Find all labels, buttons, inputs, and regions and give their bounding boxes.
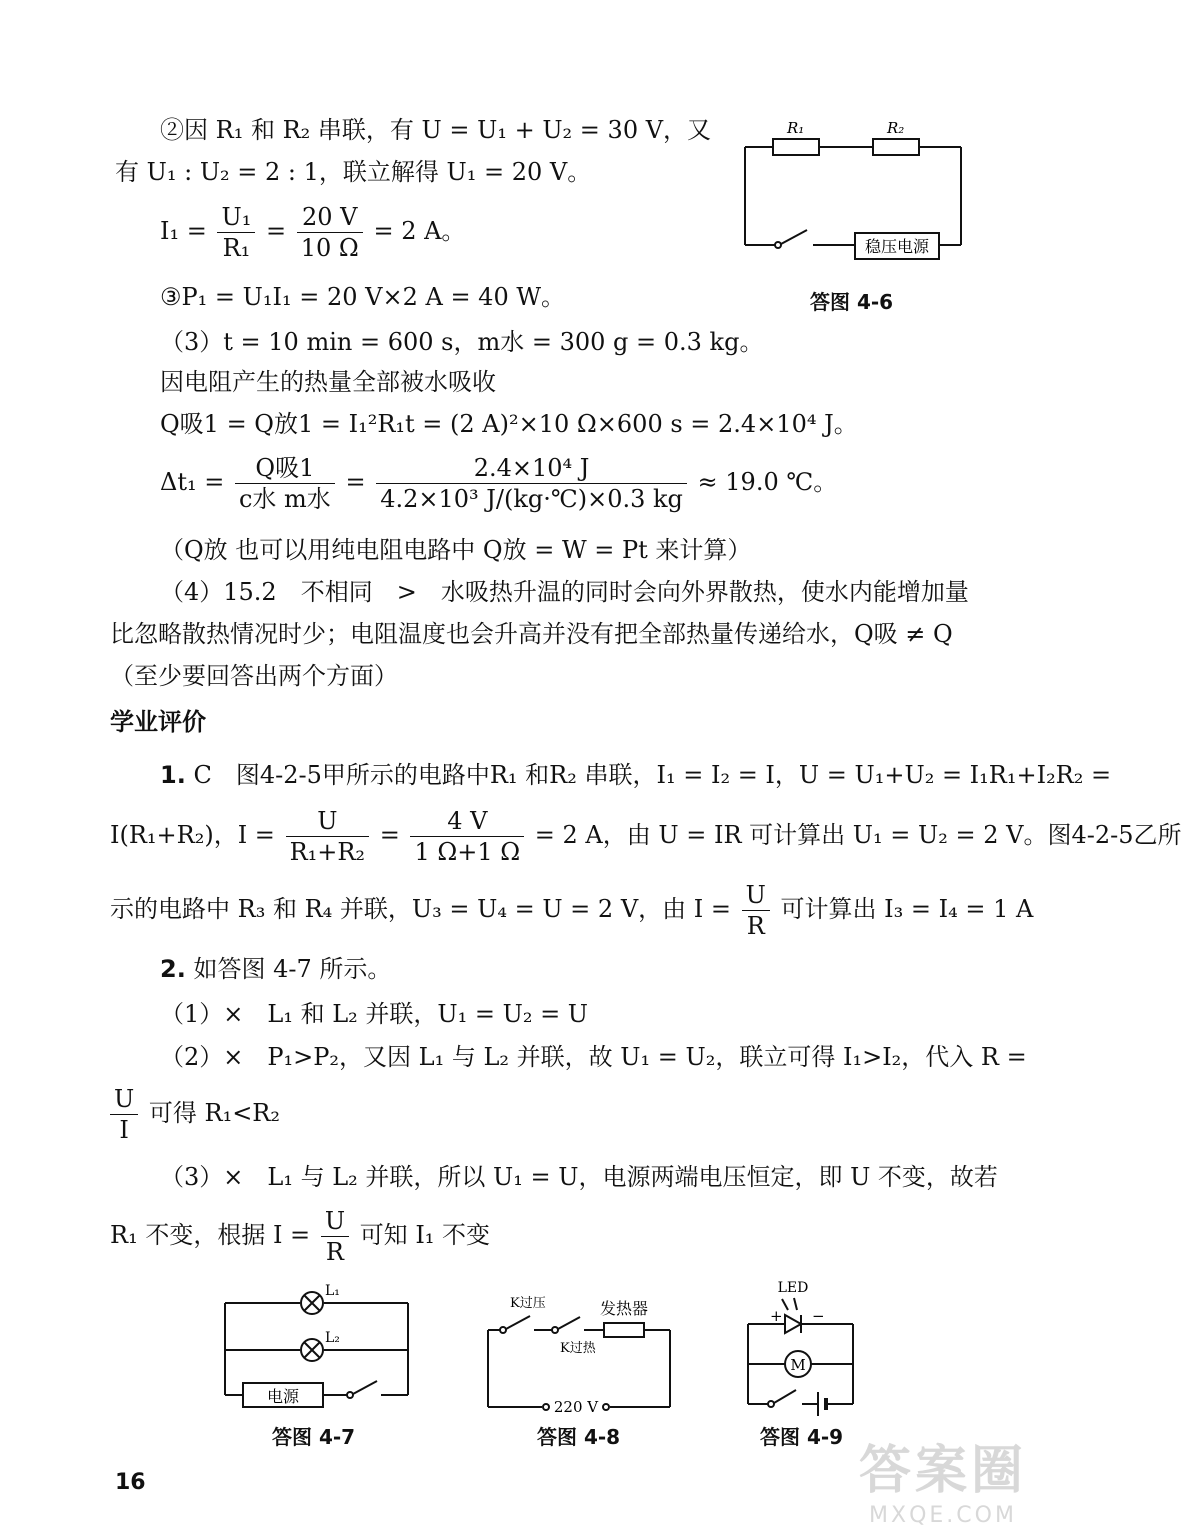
text-line: （Q放 也可以用纯电阻电路中 Q放 = W = Pt 来计算） — [160, 536, 752, 564]
section-heading: 学业评价 — [110, 708, 206, 736]
formula-q2-2: $\frac{U}{I}$ 可得 R₁<R₂ — [110, 1084, 280, 1145]
label-k1: K过压 — [510, 1296, 546, 1311]
text-line: 比忽略散热情况时少；电阻温度也会升高并没有把全部热量传递给水，Q吸 ≠ Q — [110, 620, 953, 648]
fraction: $\frac{\text{Q吸1}}{\text{c水 m水}}$ — [235, 453, 335, 514]
label-l1: L₁ — [325, 1283, 340, 1299]
text-line: 因电阻产生的热量全部被水吸收 — [160, 368, 496, 396]
fraction: $\frac{20 V}{10 \Omega}$ — [297, 202, 363, 263]
text-line: （1）× L₁ 和 L₂ 并联，U₁ = U₂ = U — [160, 1000, 589, 1028]
text-line: （4）15.2 不相同 > 水吸热升温的同时会向外界散热，使水内能增加量 — [160, 578, 969, 606]
formula-q1c: 示的电路中 R₃ 和 R₄ 并联，U₃ = U₄ = U = 2 V，由 I = $\frac{U}{R}$ 可计算出 I₃ = I₄ = 1 A — [110, 881, 1034, 940]
formula-q2-3: R₁ 不变，根据 I = $\frac{U}{R}$ 可知 I₁ 不变 — [110, 1207, 491, 1266]
text-line: Q吸1 = Q放1 = I₁²R₁t = (2 A)²×10 Ω×600 s = 2.4×10⁴ J。 — [160, 410, 858, 438]
figure-caption: 答图 4-8 — [537, 1425, 621, 1449]
label-r1: R₁ — [787, 119, 805, 137]
text-line: ③P₁ = U₁I₁ = 20 V×2 A = 40 W。 — [160, 283, 566, 311]
formula-dt: Δt₁ = $\frac{\text{Q吸1}}{\text{c水 m水}}$ = $\frac{\text{2.4×10⁴ J}}{\text{4.2×10³ J/(kg·℃)×0.3 kg}}$ ≈ 19.0 ℃。 — [160, 454, 838, 513]
fraction: $\frac{U}{\text{R₁+R₂}}$ — [286, 806, 370, 867]
text-line: （3）× L₁ 与 L₂ 并联，所以 U₁ = U，电源两端电压恒定，即 U 不变，故若 — [160, 1163, 998, 1191]
watermark: 答案圈 MXQE.COM — [858, 1441, 1027, 1528]
label-voltage: 220 V — [553, 1398, 599, 1416]
label-source: 稳压电源 — [864, 237, 930, 256]
text-line: （2）× P₁>P₂，又因 L₁ 与 L₂ 并联，故 U₁ = U₂，联立可得 I₁>I₂，代入 R = — [160, 1043, 1027, 1071]
fraction: $\frac{U}{R}$ — [742, 880, 770, 941]
label-source: 电源 — [266, 1387, 300, 1406]
label-k2: K过热 — [560, 1341, 596, 1356]
question-2-line: 2. 如答图 4-7 所示。 — [160, 955, 392, 983]
question-number: 2. — [160, 955, 186, 983]
text-line: ②因 R₁ 和 R₂ 串联，有 U = U₁ + U₂ = 30 V，又 — [160, 116, 712, 144]
label-motor: M — [790, 1356, 806, 1374]
circuit-diagram-4-9 — [740, 1277, 865, 1417]
text-line: 有 U₁ : U₂ = 2 : 1，联立解得 U₁ = 20 V。 — [115, 158, 592, 186]
label-l2: L₂ — [325, 1330, 340, 1346]
question-number: 1. — [160, 761, 186, 789]
label-led: LED — [777, 1280, 809, 1296]
figure-caption: 答图 4-6 — [810, 290, 894, 314]
circuit-diagram-4-6 — [735, 110, 975, 270]
fraction: $\frac{\text{2.4×10⁴ J}}{\text{4.2×10³ J/(kg·℃)×0.3 kg}}$ — [376, 453, 687, 514]
page-number: 16 — [115, 1470, 146, 1495]
figure-caption: 答图 4-7 — [272, 1425, 356, 1449]
formula-i1: I₁ = $\frac{\text{U₁}}{\text{R₁}}$ = $\frac{20 V}{10 \Omega}$ = 2 A。 — [160, 203, 466, 262]
circuit-diagram-4-7 — [215, 1285, 420, 1415]
text-line: （3）t = 10 min = 600 s，m水 = 300 g = 0.3 kg。 — [160, 328, 764, 356]
fraction: $\frac{U}{I}$ — [110, 1084, 138, 1145]
question-1-line: 1. C 图4-2-5甲所示的电路中R₁ 和R₂ 串联，I₁ = I₂ = I，U = U₁+U₂ = I₁R₁+I₂R₂ = — [160, 761, 1112, 789]
label-plus: + — [770, 1307, 783, 1325]
text-line: （至少要回答出两个方面） — [110, 662, 398, 690]
fraction: $\frac{\text{U₁}}{\text{R₁}}$ — [217, 202, 255, 263]
circuit-diagram-4-8 — [480, 1290, 680, 1420]
label-minus: − — [812, 1307, 825, 1325]
label-heater: 发热器 — [600, 1299, 649, 1318]
label-r2: R₂ — [887, 119, 905, 137]
formula-q1: I(R₁+R₂)，I = $\frac{U}{\text{R₁+R₂}}$ = $\frac{4 V}{1 \Omega+1 \Omega}$ = 2 A，由 U = IR 可计算出 U₁ = U₂ = 2 V。图4-2-5乙所 — [110, 807, 1181, 866]
fraction: $\frac{4 V}{1 \Omega+1 \Omega}$ — [410, 806, 524, 867]
figure-caption: 答图 4-9 — [760, 1425, 844, 1449]
fraction: $\frac{U}{R}$ — [321, 1206, 349, 1267]
